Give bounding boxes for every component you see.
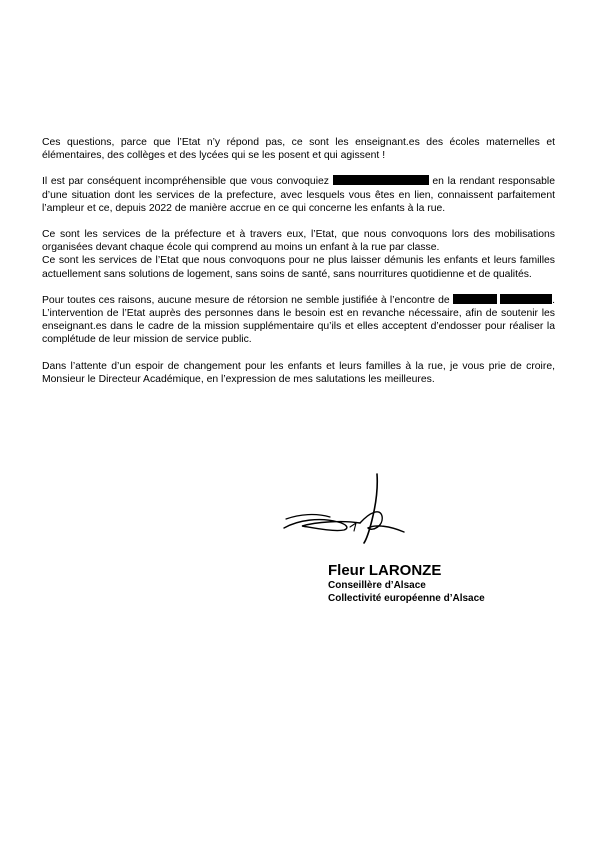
signature-block xyxy=(328,562,485,605)
handwritten-signature xyxy=(280,470,420,545)
paragraph-prefecture: Ce sont les services de la préfecture et à travers eux, l’Etat, que nous convoquons lors des mobilisations organisées devant chaque école qui comprend au moins un enfant à la rue par classe. xyxy=(42,229,555,254)
letter-body xyxy=(42,136,555,399)
paragraph-closing: Dans l’attente d’un espoir de changement pour les enfants et leurs familles à la rue, je vous prie de croire, Monsieur le Directeur Académique, en l’expression de mes salutations les meilleures. xyxy=(42,360,555,385)
paragraph-reasons xyxy=(42,294,555,347)
paragraph-state-services: Ce sont les services de l’Etat que nous convoquons pour ne plus laisser démunis les enfants et leurs familles actuellement sans solutions de logement, sans soins de santé, sans nourritures quotidienne et de qualités. xyxy=(42,255,555,280)
paragraph-convocation-end: en la rendant responsable d’une situation dont les services de la prefecture, avec lesquels vous êtes en lien, connaissent parfaitement l’ampleur et ce, depuis 2022 de manière accrue en ce qui concerne les enfants à la rue. xyxy=(42,176,555,214)
paragraph-reasons-start: Pour toutes ces raisons, aucune mesure de rétorsion ne semble justifiée à l’encontre de xyxy=(42,294,453,306)
signatory-name: Fleur LARONZE xyxy=(328,562,442,579)
paragraph-reasons-end: . L’intervention de l’Etat auprès des personnes dans le besoin est en revanche nécessaire, afin de soutenir les enseignant.es dans le cadre de la mission supplémentaire qu’ils et elles acceptent d’endosser pour réaliser la complétude de leur mission de service public. xyxy=(42,294,555,346)
paragraph-convocation-start: Il est par conséquent incompréhensible que vous convoquiez xyxy=(42,176,333,188)
paragraph-convocation xyxy=(42,175,555,215)
signatory-organization: Collectivité européenne d’Alsace xyxy=(328,592,485,604)
redacted-first-name xyxy=(453,294,497,304)
signatory-title: Conseillère d’Alsace xyxy=(328,580,426,591)
redacted-name xyxy=(333,175,429,185)
paragraph-questions: Ces questions, parce que l’Etat n’y répond pas, ce sont les enseignant.es des écoles maternelles et élémentaires, des collèges et des lycées qui se les posent et qui agissent ! xyxy=(42,137,555,162)
redacted-last-name xyxy=(500,294,552,304)
